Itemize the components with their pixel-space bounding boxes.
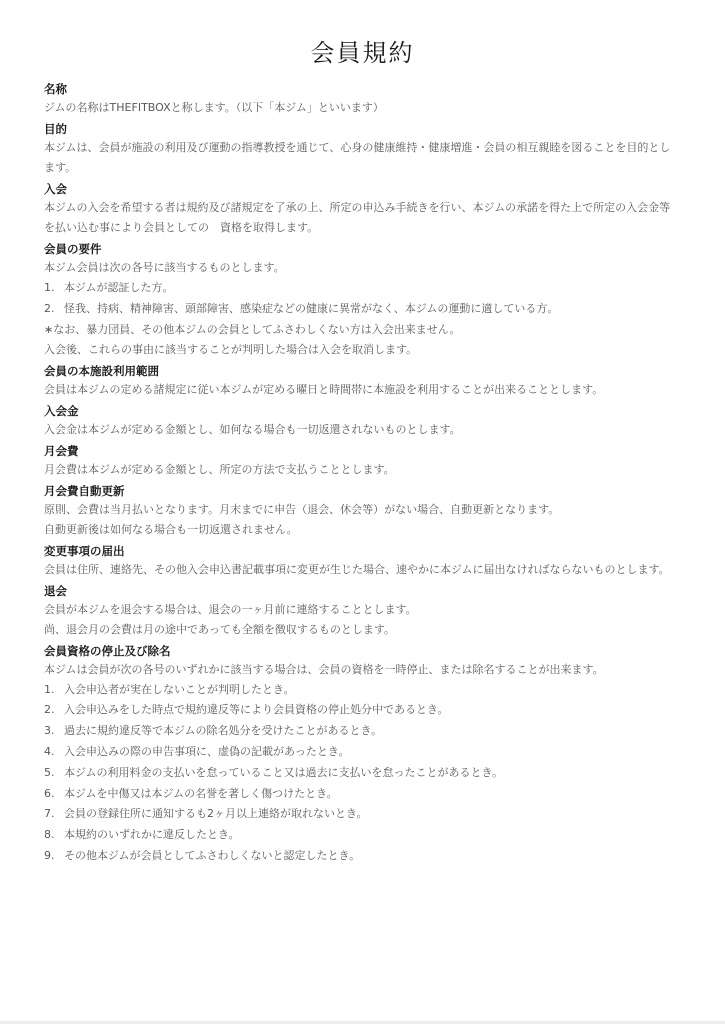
list-item-text: 本規約のいずれかに違反したとき。: [64, 828, 240, 842]
list-item: [44, 680, 681, 701]
section-entry-fee: [44, 402, 681, 440]
section-text: 原則、会費は当月払いとなります。月末までに申告（退会、休会等）がない場合、自動更新となります。: [44, 502, 560, 516]
list-item-number: 2.: [44, 703, 55, 717]
list-item-number: 9.: [44, 848, 55, 862]
list-item: [44, 299, 681, 320]
section-heading: 退会: [44, 583, 67, 598]
section-text: 入会金は本ジムが定める金額とし、如何なる場合も一切返還されないものとします。: [44, 422, 461, 436]
requirements-list: [44, 278, 681, 320]
list-item-text: 入会申込みをした時点で規約違反等により会員資格の停止処分中であるとき。: [64, 703, 449, 717]
section-heading: 変更事項の届出: [44, 543, 125, 558]
section-suspension: [44, 642, 681, 867]
list-item-text: 会員の登録住所に通知するも2ヶ月以上連絡が取れないとき。: [64, 807, 368, 821]
list-item-number: 1.: [44, 682, 55, 696]
list-item-number: 1.: [44, 281, 55, 294]
section-monthly-fee: [44, 442, 681, 480]
list-item-number: 5.: [44, 765, 55, 779]
list-item: [44, 700, 681, 721]
section-heading: 月会費自動更新: [44, 483, 125, 498]
section-auto-renewal: [44, 482, 681, 540]
section-text: 本ジムは、会員が施設の利用及び運動の指導教授を通じて、心身の健康維持・健康増進・会員の相互親睦を図ることを目的とします。: [44, 141, 671, 174]
list-item-text: その他本ジムが会員としてふさわしくないと認定したとき。: [64, 848, 361, 862]
list-item-number: 4.: [44, 744, 55, 758]
section-text: 会員は本ジムの定める諸規定に従い本ジムが定める曜日と時間帯に本施設を利用することが出来ることとします。: [44, 382, 604, 396]
section-changes: [44, 542, 681, 580]
section-note: 入会後、これらの事由に該当することが判明した場合は入会を取消します。: [44, 342, 418, 356]
list-item-text: 怪我、持病、精神障害、頭部障害、感染症などの健康に異常がなく、本ジムの運動に適している方。: [64, 301, 559, 315]
list-item: [44, 742, 681, 763]
section-text: 自動更新後は如何なる場合も一切返還されません。: [44, 522, 298, 536]
list-item-text: 入会申込者が実在しないことが判明したとき。: [64, 682, 295, 696]
section-text: 月会費は本ジムが定める金額とし、所定の方法で支払うこととします。: [44, 462, 395, 476]
list-item-text: 入会申込みの際の申告事項に、虚偽の記載があったとき。: [64, 744, 350, 758]
list-item: [44, 784, 681, 805]
section-intro: 本ジムは会員が次の各号のいずれかに該当する場合は、会員の資格を一時停止、または除名することが出来ます。: [44, 662, 604, 676]
section-heading: 会員の本施設利用範囲: [44, 363, 159, 378]
list-item: [44, 763, 681, 784]
list-item-number: 3.: [44, 724, 55, 738]
section-text: 本ジムの入会を希望する者は規約及び諸規定を了承の上、所定の申込み手続きを行い、本ジムの承諾を得た上で所定の入会金等を払い込む事により会員としての 資格を取得します。: [44, 201, 671, 234]
section-heading: 会員の要件: [44, 242, 102, 256]
list-item: [44, 825, 681, 846]
section-facility-use: [44, 362, 681, 400]
section-heading: 名称: [44, 82, 67, 96]
list-item: [44, 721, 681, 742]
section-heading: 入会: [44, 182, 67, 196]
list-item-text: 本ジムの利用料金の支払いを怠っていること又は過去に支払いを怠ったことがあるとき。: [64, 765, 504, 779]
list-item: [44, 846, 681, 867]
section-heading: 会員資格の停止及び除名: [44, 643, 171, 658]
list-item: [44, 278, 681, 299]
section-heading: 入会金: [44, 403, 79, 418]
list-item-text: 本ジムを中傷又は本ジムの名誉を著しく傷つけたとき。: [64, 786, 338, 800]
list-item-number: 2.: [44, 301, 55, 315]
section-requirements: [44, 240, 681, 360]
list-item-number: 6.: [44, 786, 55, 800]
section-text: 尚、退会月の会費は月の途中であっても全額を徴収するものとします。: [44, 622, 396, 636]
section-name: [44, 80, 681, 118]
list-item-number: 7.: [44, 807, 55, 821]
section-heading: 目的: [44, 122, 67, 136]
section-purpose: [44, 120, 681, 178]
list-item-number: 8.: [44, 828, 55, 842]
list-item-text: 過去に規約違反等で本ジムの除名処分を受けたことがあるとき。: [64, 724, 383, 738]
section-note: ∗なお、暴力団員、その他本ジムの会員としてふさわしくない方は入会出来ません。: [44, 322, 461, 336]
suspension-list: [44, 680, 681, 867]
section-withdrawal: [44, 582, 681, 640]
section-intro: 本ジム会員は次の各号に該当するものとします。: [44, 261, 285, 274]
section-text: 会員が本ジムを退会する場合は、退会の一ヶ月前に連絡することとします。: [44, 602, 417, 616]
section-text: 会員は住所、連絡先、その他入会申込書記載事項に変更が生じた場合、速やかに本ジムに届出なければならないものとします。: [44, 562, 670, 576]
page-title: 会員規約: [310, 39, 415, 67]
list-item-text: 本ジムが認証した方。: [64, 281, 174, 294]
section-heading: 月会費: [44, 443, 79, 458]
section-admission: [44, 180, 681, 238]
list-item: [44, 804, 681, 825]
section-text: ジムの名称はTHEFITBOXと称します。（以下「本ジム」といいます）: [44, 101, 384, 114]
